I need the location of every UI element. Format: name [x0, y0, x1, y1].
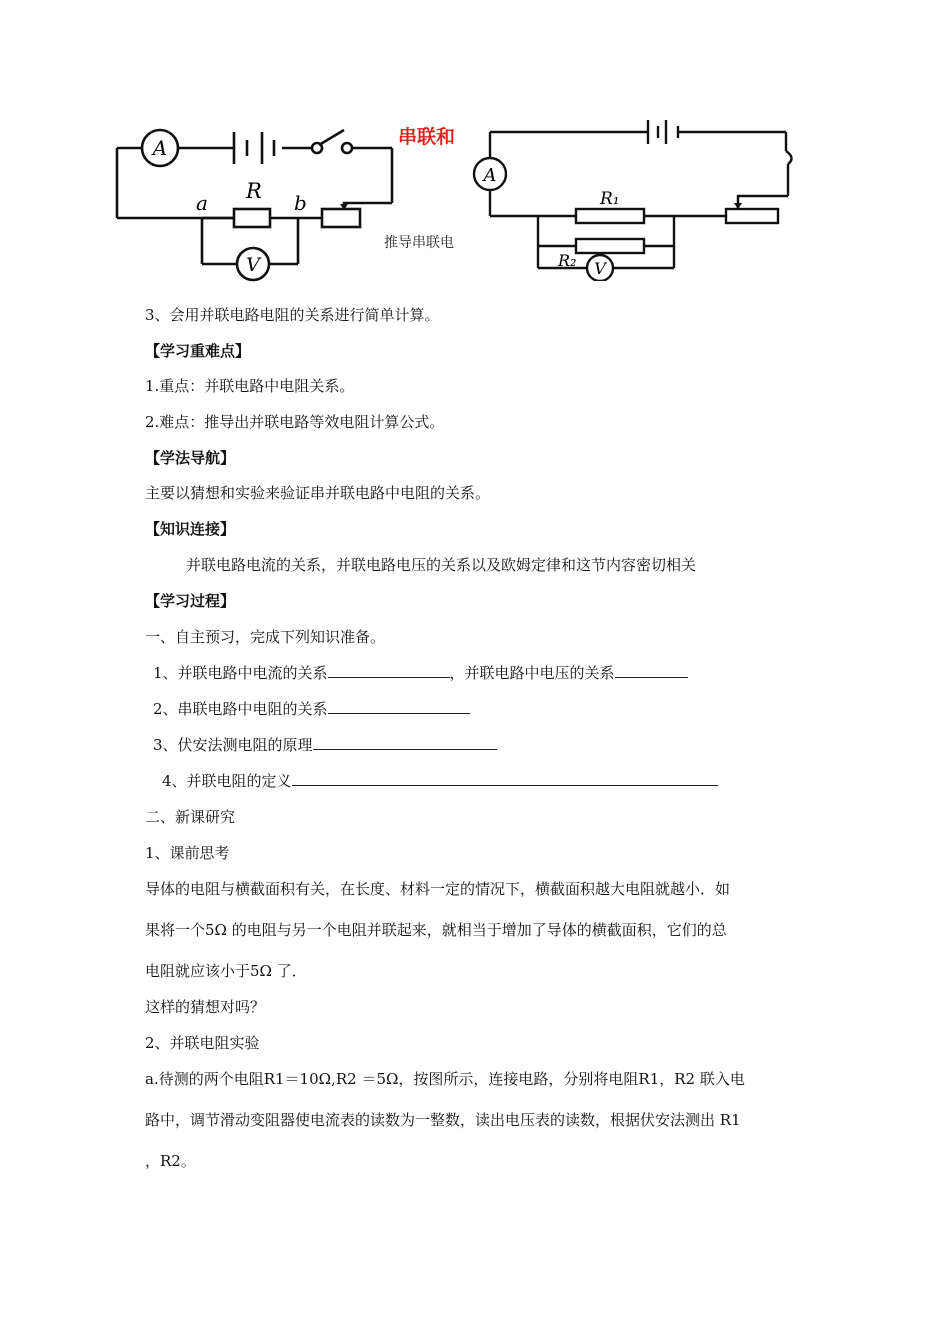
question-1a-text: 1、并联电路中电流的关系 [153, 664, 328, 682]
subsection-1: 1、课前思考 [145, 844, 230, 862]
part-1-heading: 一、自主预习，完成下列知识准备。 [145, 628, 386, 646]
voltmeter-label-2: V [594, 259, 606, 278]
ammeter-label-2: A [483, 165, 497, 186]
answer-blank-1b[interactable] [615, 663, 688, 678]
experiment-line-3: ，R2。 [145, 1152, 196, 1170]
question-2-text: 2、串联电路中电阻的关系 [153, 700, 328, 718]
subsection-2: 2、并联电阻实验 [145, 1034, 260, 1052]
knowledge-link-text: 并联电路电流的关系，并联电路电压的关系以及欧姆定律和这节内容密切相关 [186, 556, 697, 574]
answer-blank-4[interactable] [292, 771, 718, 786]
goal-3: 3、会用并联电路电阻的关系进行简单计算。 [145, 306, 440, 324]
method-heading: 【学法导航】 [145, 449, 236, 467]
node-a-label: a [196, 191, 208, 215]
key-point-1: 1.重点：并联电路中电阻关系。 [145, 377, 355, 395]
r2-label: R₂ [558, 251, 577, 270]
experiment-line-1: a.待测的两个电阻R1＝10Ω,R2 ＝5Ω，按图所示，连接电路，分别将电阻R1，R2 联入电 [145, 1070, 745, 1088]
resistor-label: R [246, 179, 262, 203]
covered-text-fragment: 推导串联电 [384, 235, 454, 251]
node-b-label: b [294, 191, 307, 215]
paragraph-line-1: 导体的电阻与横截面积有关，在长度、材料一定的情况下，横截面积越大电阻就越小．如 [145, 880, 731, 898]
series-circuit-diagram [112, 118, 397, 288]
paragraph-line-4: 这样的猜想对吗？ [145, 998, 266, 1016]
answer-blank-3[interactable] [313, 735, 497, 750]
question-4 [162, 771, 718, 791]
question-1b-text: ，并联电路中电压的关系 [449, 664, 615, 682]
ammeter-label: A [152, 136, 168, 160]
key-points-heading: 【学习重难点】 [145, 342, 251, 360]
answer-blank-2[interactable] [328, 699, 470, 714]
question-3-text: 3、伏安法测电阻的原理 [153, 736, 313, 754]
paragraph-line-2: 果将一个5Ω 的电阻与另一个电阻并联起来，就相当于增加了导体的横截面积，它们的总 [145, 921, 727, 939]
section-title-fragment: 串联和 [398, 126, 456, 148]
paragraph-line-3: 电阻就应该小于5Ω 了． [145, 962, 307, 980]
question-3 [153, 735, 497, 755]
r1-label: R₁ [600, 189, 620, 209]
answer-blank-1a[interactable] [328, 663, 450, 678]
voltmeter-label: V [246, 254, 260, 276]
question-4-text: 4、并联电阻的定义 [162, 772, 292, 790]
parallel-circuit-diagram [466, 116, 796, 281]
question-1 [153, 663, 688, 683]
learning-process-heading: 【学习过程】 [145, 592, 236, 610]
knowledge-link-heading: 【知识连接】 [145, 520, 236, 538]
key-point-2: 2.难点：推导出并联电路等效电阻计算公式。 [145, 413, 445, 431]
experiment-line-2: 路中，调节滑动变阻器使电流表的读数为一整数，读出电压表的读数，根据伏安法测出 R1 [145, 1111, 741, 1129]
question-2 [153, 699, 470, 719]
part-2-heading: 二、新课研究 [145, 808, 236, 826]
method-text: 主要以猜想和实验来验证串并联电路中电阻的关系。 [145, 484, 491, 502]
